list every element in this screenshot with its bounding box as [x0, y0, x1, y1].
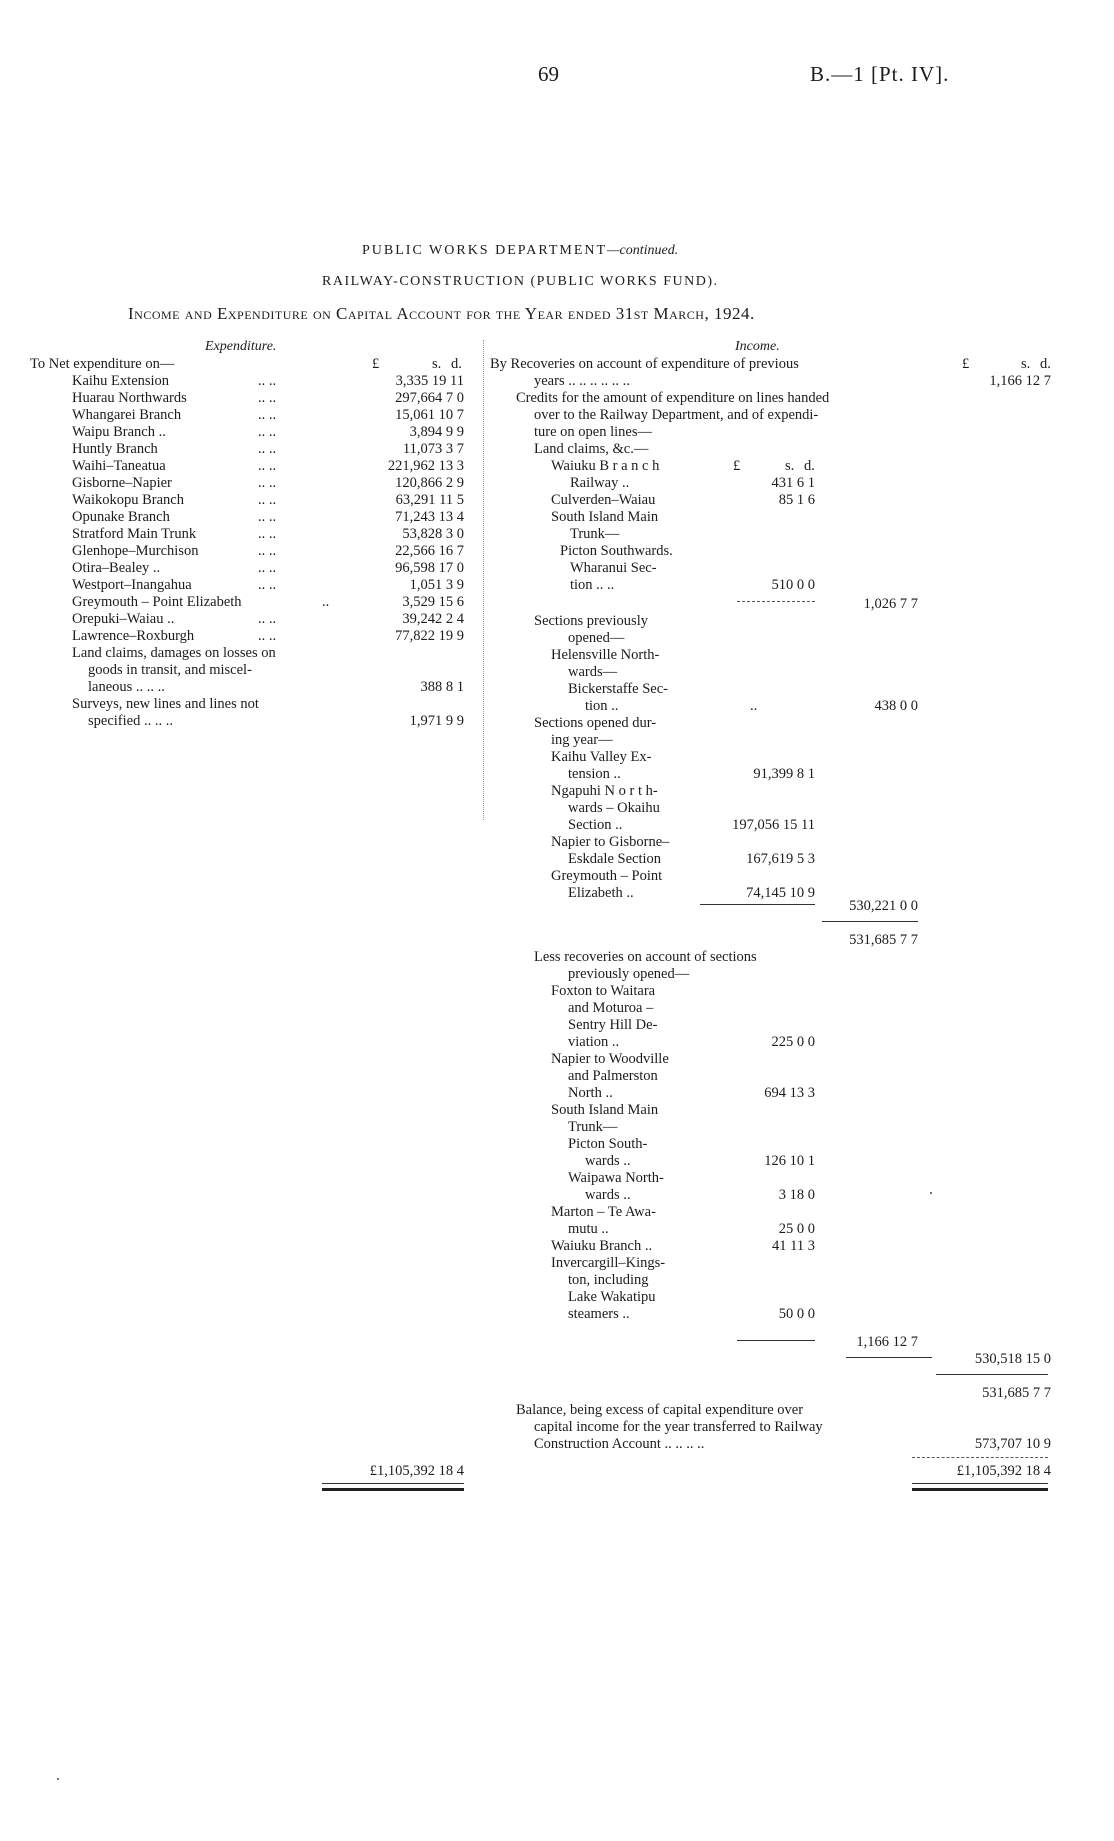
greymouth-line-2: Elizabeth ..	[568, 885, 634, 901]
greymouth-amount: 74,145 10 9	[746, 885, 815, 901]
department-name: PUBLIC WORKS DEPARTMENT	[362, 243, 608, 258]
surveys-amount: 1,971 9 9	[409, 713, 464, 729]
land-claims-line-2: goods in transit, and miscel-	[88, 662, 252, 678]
previously-opened-amount: 438 0 0	[874, 698, 918, 714]
department-continued: —continued.	[607, 243, 679, 258]
list-item: Orepuki–Waiau .. .. .. 39,242 2 4	[72, 611, 464, 627]
list-item: Westport–Inangahua .. .. 1,051 3 9	[72, 577, 464, 593]
ngapuhi-line-2: wards – Okaihu	[568, 800, 660, 816]
south-island-line-1: South Island Main	[551, 509, 659, 525]
kaihu-amount: 91,399 8 1	[753, 766, 815, 782]
expenditure-intro: To Net expenditure on—	[30, 356, 175, 372]
waiuku-line-2: Railway ..	[570, 475, 630, 491]
land-claims-line-1: Land claims, damages on losses on	[72, 645, 276, 661]
waipawa-line-1: Waipawa North-	[568, 1170, 664, 1186]
foxton-amount: 225 0 0	[771, 1034, 815, 1050]
stray-dot	[930, 1192, 932, 1194]
invercargill-line-1: Invercargill–Kings-	[551, 1255, 666, 1271]
greymouth-line-1: Greymouth – Point	[551, 868, 663, 884]
subtotal-rule	[822, 921, 918, 922]
expenditure-total: £1,105,392 18 4	[369, 1463, 464, 1479]
invercargill-line-4: steamers ..	[568, 1306, 630, 1322]
south-island-line-3: Picton Southwards.	[560, 543, 673, 559]
inner-col-s: s.	[785, 458, 795, 474]
previously-opened-line-6: tion ..	[585, 698, 619, 714]
account-title: Income and Expenditure on Capital Account for the Year ended 31st March, 1924.	[128, 304, 755, 323]
list-item: Whangarei Branch .. .. 15,061 10 7	[72, 407, 464, 423]
foxton-line-4: viation ..	[568, 1034, 620, 1050]
document-reference: B.—1 [Pt. IV].	[810, 62, 950, 86]
napier-woodville-amount: 694 13 3	[764, 1085, 815, 1101]
list-item: Glenhope–Murchison .. .. 22,566 16 7	[72, 543, 464, 559]
list-item: Greymouth – Point Elizabeth .. 3,529 15 6	[72, 594, 464, 610]
opened-during-line-1: Sections opened dur-	[534, 715, 657, 731]
opened-subtotal-rule	[700, 904, 815, 905]
waiuku-line-1: Waiuku B r a n c h	[551, 458, 660, 474]
list-item: Waihi–Taneatua .. .. 221,962 13 3	[72, 458, 464, 474]
grand-sub-rule	[936, 1374, 1048, 1375]
list-item: Otira–Bealey .. .. .. 96,598 17 0	[72, 560, 464, 576]
net-rule	[846, 1357, 932, 1358]
previously-opened-line-4: wards—	[568, 664, 618, 680]
waiuku-amount: 431 6 1	[771, 475, 815, 491]
balance-line-3: Construction Account .. .. .. ..	[534, 1436, 705, 1452]
invercargill-amount: 50 0 0	[778, 1306, 815, 1322]
net-amount: 530,518 15 0	[974, 1351, 1051, 1367]
south-island-amount: 510 0 0	[771, 577, 815, 593]
expenditure-total-double-rule	[322, 1488, 464, 1491]
previously-opened-line-1: Sections previously	[534, 613, 648, 629]
waiuku-branch-amount: 41 11 3	[772, 1238, 815, 1254]
list-item: Gisborne–Napier .. .. 120,866 2 9	[72, 475, 464, 491]
si-main-line-2: Trunk—	[568, 1119, 618, 1135]
south-island-line-2: Trunk—	[570, 526, 620, 542]
credits-line-3: ture on open lines—	[534, 424, 652, 440]
south-island-line-4: Wharanui Sec-	[570, 560, 657, 576]
column-divider	[483, 340, 484, 820]
culverden-amount: 85 1 6	[778, 492, 815, 508]
income-subtotal: 531,685 7 7	[849, 932, 918, 948]
recoveries-line-2: years .. .. .. .. .. ..	[534, 373, 630, 389]
waipawa-amount: 3 18 0	[778, 1187, 815, 1203]
balance-amount: 573,707 10 9	[974, 1436, 1051, 1452]
credits-line-1: Credits for the amount of expenditure on lines handed	[516, 390, 830, 406]
marton-line-2: mutu ..	[568, 1221, 609, 1237]
income-col-s: s.	[1021, 356, 1031, 372]
list-item: Waikokopu Branch .. .. 63,291 11 5	[72, 492, 464, 508]
less-heading-line-2: previously opened—	[568, 966, 690, 982]
invercargill-line-2: ton, including	[568, 1272, 649, 1288]
less-total: 1,166 12 7	[856, 1334, 918, 1350]
si-main-amount: 126 10 1	[764, 1153, 815, 1169]
expenditure-col-d: d.	[451, 356, 462, 372]
income-heading: Income.	[735, 339, 780, 354]
marton-line-1: Marton – Te Awa-	[551, 1204, 656, 1220]
si-main-line-4: wards ..	[585, 1153, 631, 1169]
expenditure-col-pound: £	[372, 356, 380, 372]
expenditure-heading: Expenditure.	[205, 339, 277, 354]
page-number: 69	[538, 62, 559, 86]
waipawa-line-2: wards ..	[585, 1187, 631, 1203]
napier-amount: 167,619 5 3	[746, 851, 815, 867]
stray-dot-bottom	[57, 1778, 59, 1780]
income-col-pound: £	[962, 356, 970, 372]
invercargill-line-3: Lake Wakatipu	[568, 1289, 656, 1305]
si-main-line-3: Picton South-	[568, 1136, 648, 1152]
inner-col-pound: £	[733, 458, 741, 474]
fund-title: RAILWAY-CONSTRUCTION (PUBLIC WORKS FUND).	[322, 274, 719, 289]
recoveries-amount: 1,166 12 7	[989, 373, 1051, 389]
surveys-line-2: specified .. .. ..	[88, 713, 173, 729]
land-claims-line-3: laneous .. .. ..	[88, 679, 165, 695]
list-item: Stratford Main Trunk .. .. 53,828 3 0	[72, 526, 464, 542]
income-total: £1,105,392 18 4	[956, 1463, 1051, 1479]
culverden-label: Culverden–Waiau	[551, 492, 656, 508]
credits-line-2: over to the Railway Department, and of expendi-	[534, 407, 819, 423]
ngapuhi-line-3: Section ..	[568, 817, 623, 833]
napier-line-1: Napier to Gisborne–	[551, 834, 670, 850]
ngapuhi-line-1: Ngapuhi N o r t h-	[551, 783, 658, 799]
foxton-line-3: Sentry Hill De-	[568, 1017, 658, 1033]
income-total-rule	[912, 1483, 1048, 1484]
si-main-line-1: South Island Main	[551, 1102, 659, 1118]
list-item: Kaihu Extension .. .. 3,335 19 11	[72, 373, 464, 389]
expenditure-col-s: s.	[432, 356, 442, 372]
grand-subtotal: 531,685 7 7	[982, 1385, 1051, 1401]
opened-during-line-3: Kaihu Valley Ex-	[551, 749, 652, 765]
previously-opened-line-5: Bickerstaffe Sec-	[568, 681, 668, 697]
previously-opened-line-3: Helensville North-	[551, 647, 660, 663]
income-total-top-rule	[912, 1457, 1048, 1458]
income-total-double-rule	[912, 1488, 1048, 1491]
ngapuhi-amount: 197,056 15 11	[732, 817, 815, 833]
balance-line-2: capital income for the year transferred to Railway	[534, 1419, 823, 1435]
previously-opened-line-2: opened—	[568, 630, 625, 646]
opened-during-line-4: tension ..	[568, 766, 621, 782]
list-item: Lawrence–Roxburgh .. .. 77,822 19 9	[72, 628, 464, 644]
land-claims-amount: 388 8 1	[420, 679, 464, 695]
previously-opened-leader: ..	[750, 698, 758, 714]
department-title	[362, 243, 678, 259]
marton-amount: 25 0 0	[778, 1221, 815, 1237]
less-heading-line-1: Less recoveries on account of sections	[534, 949, 757, 965]
less-subtotal-rule	[737, 1340, 815, 1341]
napier-line-2: Eskdale Section	[568, 851, 662, 867]
opened-total: 530,221 0 0	[849, 898, 918, 914]
napier-woodville-line-3: North ..	[568, 1085, 613, 1101]
opened-during-line-2: ing year—	[551, 732, 613, 748]
list-item: Huarau Northwards .. .. 297,664 7 0	[72, 390, 464, 406]
balance-line-1: Balance, being excess of capital expenditure over	[516, 1402, 804, 1418]
recoveries-line-1: By Recoveries on account of expenditure of previous	[490, 356, 799, 372]
foxton-line-2: and Moturoa –	[568, 1000, 654, 1016]
foxton-line-1: Foxton to Waitara	[551, 983, 656, 999]
south-island-line-5: tion .. ..	[570, 577, 615, 593]
list-item: Waipu Branch .. .. .. 3,894 9 9	[72, 424, 464, 440]
surveys-line-1: Surveys, new lines and lines not	[72, 696, 259, 712]
land-claims-total: 1,026 7 7	[863, 596, 918, 612]
land-claims-subtotal-rule	[737, 601, 815, 602]
expenditure-total-rule	[322, 1483, 464, 1484]
list-item: Opunake Branch .. .. 71,243 13 4	[72, 509, 464, 525]
napier-woodville-line-2: and Palmerston	[568, 1068, 658, 1084]
land-claims-heading: Land claims, &c.—	[534, 441, 649, 457]
list-item: Huntly Branch .. .. 11,073 3 7	[72, 441, 464, 457]
inner-col-d: d.	[804, 458, 815, 474]
napier-woodville-line-1: Napier to Woodville	[551, 1051, 669, 1067]
income-col-d: d.	[1040, 356, 1051, 372]
waiuku-branch-label: Waiuku Branch ..	[551, 1238, 653, 1254]
